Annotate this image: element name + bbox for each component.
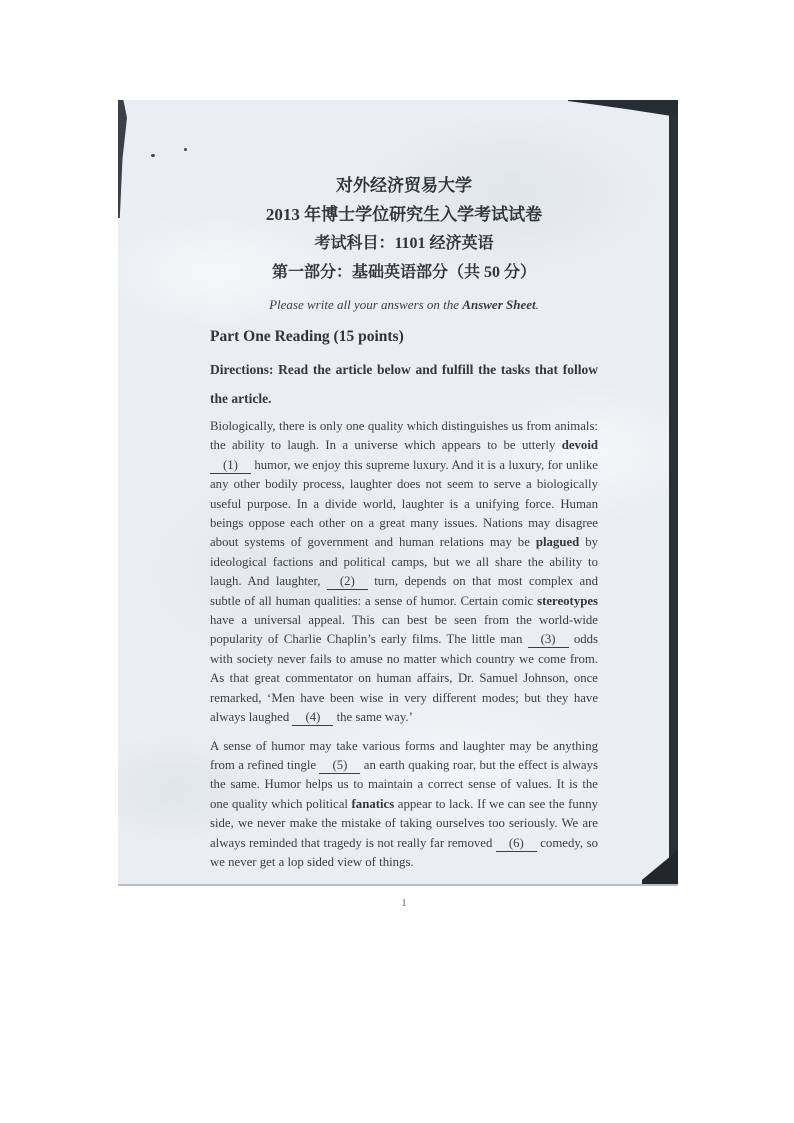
scanned-exam-page: [118, 100, 678, 910]
article-text: odds with society never fails to amuse no matter which country we come from. As that great commentator on human affairs, Dr. Samuel Johnson, once remarked, ‘Men have been wise in very different modes; but they have always laughed: [210, 632, 599, 725]
cloze-blank-4: (4): [292, 710, 333, 726]
cloze-blank-5: (5): [319, 758, 360, 774]
scanner-edge-top-right: [568, 100, 678, 117]
ink-speck: [151, 154, 155, 157]
directions-text: Directions: Read the article below and fulfill the tasks that follow the article.: [210, 362, 598, 406]
note-answer-sheet: Answer Sheet: [462, 297, 536, 312]
answer-sheet-note: [210, 296, 598, 314]
university-title: 对外经济贸易大学: [336, 176, 472, 195]
bold-term-stereotypes: stereotypes: [537, 593, 598, 608]
scanner-edge-top-left: [118, 100, 127, 218]
note-period: .: [535, 297, 539, 312]
page-number: 1: [401, 898, 407, 910]
article-text: an earth quaking roar, but the effect is always the same. Humor helps us to maintain a correct sense of values. It is the one quality which political: [210, 757, 598, 811]
cloze-blank-2: (2): [327, 574, 368, 590]
article-text: Biologically, there is only one quality which distinguishes us from animals: the ability to laugh. In a universe which appears to be utterly: [210, 419, 598, 453]
exam-section-line: 第一部分：基础英语部分（共 50 分）: [271, 264, 536, 281]
note-text: Please write all your answers on the: [269, 297, 463, 312]
article-text: humor, we enjoy this supreme luxury. And it is a luxury, for unlike any other bodily process, laughter does not seem to serve a biologically useful purpose. In a divide world, laughter is a unifying force. Human beings oppose each other on a great many issues. Nations may disagree about systems of government and human relations may be: [210, 457, 598, 550]
article-text: appear to lack. If we can see the funny side, we never make the mistake of taking ourselves too seriously. We are always reminded that tragedy is not really far removed: [210, 796, 598, 850]
article-text: A sense of humor may take various forms and laughter may be anything from a refined tingle: [210, 738, 598, 772]
cloze-blank-3: (3): [528, 632, 569, 648]
exam-subject-line: 考试科目：1101 经济英语: [314, 235, 494, 252]
scanner-corner-bottom-right: [642, 850, 678, 884]
exam-title: 2013 年博士学位研究生入学考试试卷: [265, 205, 543, 224]
cloze-blank-1: (1): [210, 458, 251, 474]
exam-content: [210, 176, 598, 909]
ink-speck: [184, 148, 187, 151]
bold-term-devoid: devoid: [561, 438, 598, 453]
article-text: turn, depends on that most complex and subtle of all human qualities: a sense of humor. Certain comic: [210, 574, 598, 608]
bold-term-fanatics: fanatics: [351, 796, 395, 811]
article-text: the same way.’: [333, 710, 413, 725]
article-text: have a universal appeal. This can best be seen from the world-wide popularity of Charlie Chaplin’s early films. The little man: [210, 613, 598, 647]
article-paragraph-2: [210, 737, 598, 873]
article-text: by ideological factions and political camps, but we all share the ability to laugh. And laughter,: [210, 535, 599, 589]
bold-term-plagued: plagued: [535, 535, 580, 550]
cloze-blank-6: (6): [496, 836, 537, 852]
article-text: comedy, so we never get a lop sided view of things.: [210, 835, 598, 869]
part-one-title: Part One Reading (15 points): [210, 328, 404, 345]
article-paragraph-1: [210, 417, 598, 728]
scanner-edge-right: [669, 100, 678, 884]
